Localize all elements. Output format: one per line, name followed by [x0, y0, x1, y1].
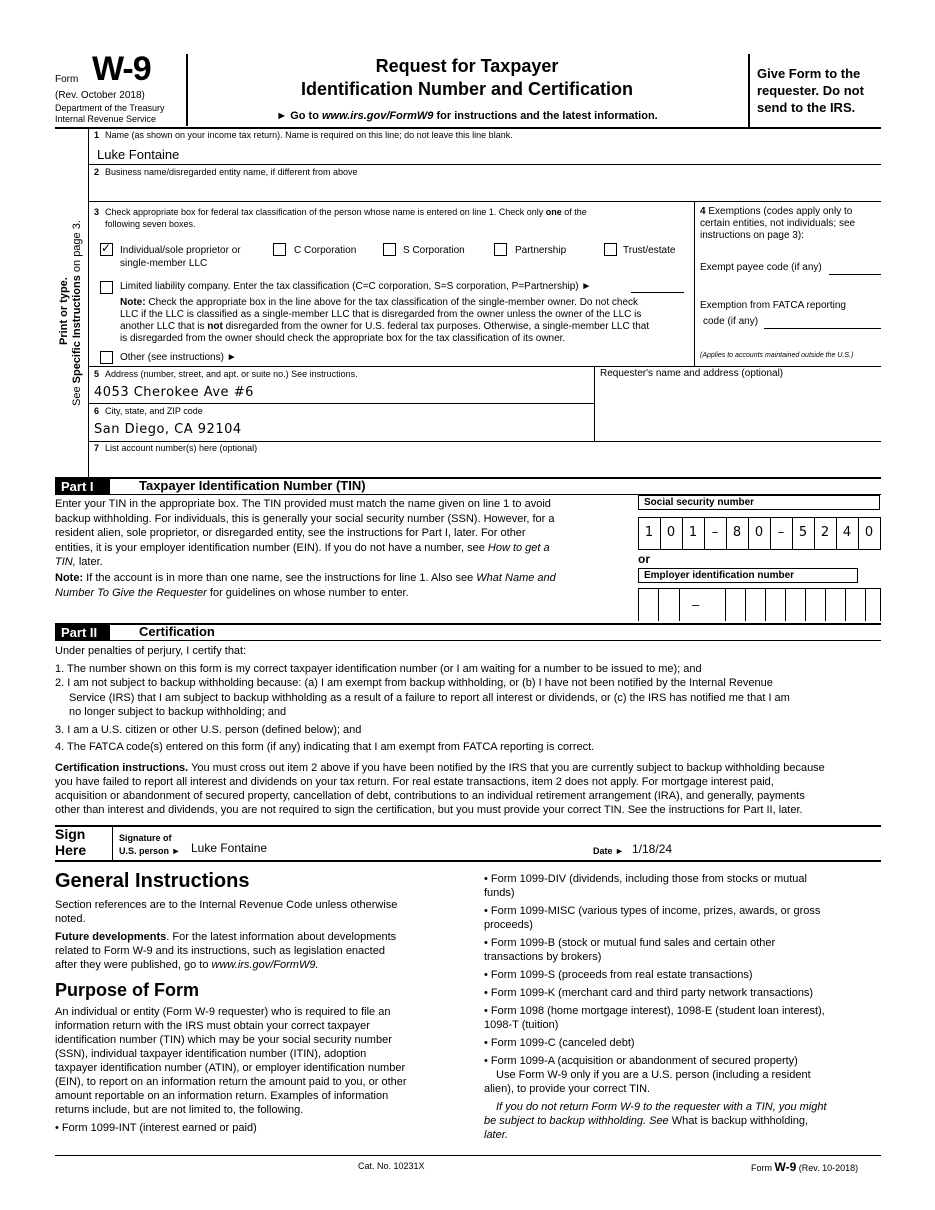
certification-instructions — [55, 761, 881, 817]
line5-label: Address (number, street, and apt. or suite no.) See instructions. — [105, 369, 358, 379]
s-corporation-checkbox[interactable] — [383, 243, 396, 256]
part1-line5b: later. — [75, 556, 103, 568]
goto-suffix: for instructions and the latest information. — [433, 110, 658, 122]
part1-note-1b: What Name and — [476, 572, 556, 584]
note-text-3a: another LLC that is — [120, 321, 208, 332]
general-left-column — [55, 898, 465, 972]
ein-field[interactable] — [638, 588, 881, 621]
future-dev-2: related to Form W-9 and its instructions, such as legislation enacted — [55, 945, 385, 957]
future-dev-3a: after they were published, go to — [55, 959, 212, 971]
line3-text-one: one — [545, 207, 562, 217]
list-item-cont: funds) — [484, 887, 515, 899]
c-corporation-checkbox[interactable] — [273, 243, 286, 256]
cert-instr-label: Certification instructions. — [55, 762, 189, 774]
fatca-label-1: Exemption from FATCA reporting — [700, 300, 846, 311]
part1-note-label: Note: — [55, 572, 84, 584]
cert-item-2-end: no longer subject to backup withholding; and — [69, 706, 287, 718]
if-not-return-2 — [484, 1114, 881, 1128]
purpose-line: (SSN), individual taxpayer identification number (ITIN), adoption — [55, 1048, 367, 1060]
part1-note-line1 — [55, 571, 630, 586]
line3-label — [105, 207, 587, 217]
other-label: Other (see instructions) ► — [120, 352, 237, 363]
sign-label: Sign — [55, 826, 86, 842]
form-word: Form — [55, 74, 79, 85]
on-page-text: on page 3. — [71, 220, 83, 276]
line6-number: 6 — [94, 406, 100, 416]
line4-label — [700, 206, 852, 217]
exempt-payee-label: Exempt payee code (if any) — [700, 262, 822, 273]
form-title-line1: Request for Taxpayer — [375, 56, 559, 76]
part1-tag: Part I — [55, 478, 110, 494]
purpose-line: returns include, but are not limited to, the following. — [55, 1104, 304, 1116]
purpose-line: An individual or entity (Form W-9 requester) who is required to file an — [55, 1006, 391, 1018]
form-name: W-9 — [92, 50, 151, 88]
ssn-digit: 4 — [842, 525, 852, 540]
note-text-3b: disregarded from the owner for U.S. federal tax purposes. Otherwise, a single-member LLC that — [222, 321, 650, 332]
note-text-1: Check the appropriate box in the line above for the tax classification of the single-member owner. Do not check — [145, 297, 639, 308]
part1-note-1a: If the account is in more than one name, see the instructions for line 1. Also see — [83, 572, 477, 584]
part1-note-line2 — [55, 586, 630, 601]
list-item: • Form 1099-DIV (dividends, including those from stocks or mutual — [484, 873, 807, 885]
partnership-label: Partnership — [515, 245, 567, 256]
future-dev-text: . For the latest information about developments — [166, 931, 397, 943]
city-state-zip-field[interactable]: San Diego, CA 92104 — [94, 422, 242, 437]
ssn-dash: – — [777, 525, 785, 540]
catalog-number: Cat. No. 10231X — [358, 1161, 425, 1171]
line3-text-b: of the — [561, 207, 587, 217]
ssn-digit: 2 — [820, 525, 830, 540]
account-numbers-field[interactable] — [97, 458, 877, 474]
ssn-digit: 1 — [688, 525, 698, 540]
ssn-label: Social security number — [644, 497, 755, 508]
cert-item-2: 2. I am not subject to backup withholding because: (a) I am exempt from backup withholding, or (b) I have not been notified by the Internal Revenue — [55, 677, 773, 689]
perjury-intro: Under penalties of perjury, I certify that: — [55, 645, 247, 657]
revision-date: (Rev. October 2018) — [55, 90, 145, 101]
check-mark-icon: ✓ — [101, 241, 112, 255]
cert-item-2-cont: Service (IRS) that I am subject to backup withholding as a result of a failure to report all interest or dividends, or (c) the IRS has notified me that I am — [69, 691, 790, 704]
ssn-digit: 0 — [666, 525, 676, 540]
part1-instructions — [55, 497, 630, 570]
list-item: • Form 1099-S (proceeds from real estate transactions) — [484, 969, 753, 981]
use-form-line2: alien), to provide your correct TIN. — [484, 1083, 651, 1095]
future-dev-3 — [55, 958, 465, 972]
line2-label: Business name/disregarded entity name, if different from above — [105, 167, 358, 177]
part1-line4b: How to get a — [487, 541, 550, 554]
footer-form-ref — [751, 1160, 858, 1174]
line1-label: Name (as shown on your income tax return). Name is required on this line; do not leave this line blank. — [105, 130, 513, 140]
list-item-cont: 1098-T (tuition) — [484, 1019, 559, 1031]
part1-line2: backup withholding. For individuals, this is generally your social security number (SSN). However, for a — [55, 512, 555, 525]
ssn-label-box — [638, 495, 880, 510]
date-label: Date ► — [593, 846, 624, 856]
form-title-line2: Identification Number and Certification — [300, 79, 634, 99]
or-label: or — [638, 552, 650, 566]
purpose-line: amount reportable on an information return. Examples of information — [55, 1090, 389, 1102]
ssn-digit: 5 — [798, 525, 808, 540]
see-text: See — [71, 383, 83, 406]
list-item: • Form 1099-B (stock or mutual fund sales and certain other — [484, 937, 776, 949]
give-form-line2: requester. Do not — [757, 83, 864, 98]
llc-note — [120, 297, 649, 345]
fatca-label-2: code (if any) — [703, 316, 759, 327]
fatca-code-field[interactable] — [764, 328, 881, 329]
cert-instr-line1 — [55, 761, 881, 775]
section-ref-2: noted. — [55, 913, 86, 925]
department: Department of the Treasury — [55, 103, 165, 113]
cert-instr-line4: other than interest and dividends, you are not required to sign the certification, but you must provide your correct TIN. See the instructions for Part II, later. — [55, 804, 803, 816]
specific-instructions-text: Specific Instructions — [71, 275, 83, 384]
exempt-payee-field[interactable] — [829, 274, 881, 275]
future-dev-url[interactable]: www.irs.gov/FormW9. — [211, 959, 319, 971]
note-line-2: LLC if the LLC is classified as a single-member LLC that is disregarded from the owner unless the owner of the LLC is — [120, 309, 642, 320]
general-right-column — [484, 872, 881, 1142]
note-line-4: is disregarded from the owner should check the appropriate box for the tax classification of its owner. — [120, 333, 566, 344]
line7-number: 7 — [94, 443, 100, 453]
section-ref-1: Section references are to the Internal Revenue Code unless otherwise — [55, 899, 398, 911]
part1-note-2b: for guidelines on whose number to enter. — [206, 586, 409, 599]
ein-dash: – — [692, 597, 700, 612]
part1-line1: Enter your TIN in the appropriate box. The TIN provided must match the name given on line 1 to avoid — [55, 498, 551, 510]
agency: Internal Revenue Service — [55, 114, 157, 124]
footer-rev: (Rev. 10-2018) — [796, 1163, 859, 1173]
ssn-dash: – — [711, 525, 719, 540]
line4-number: 4 — [700, 206, 706, 217]
cert-instr-line2: you have failed to report all interest and dividends on your tax return. For real estate transactions, item 2 does not apply. For mortgage interest paid, — [55, 776, 774, 788]
ein-label-box — [638, 568, 858, 583]
signature-label-2: U.S. person ► — [119, 846, 181, 856]
trust-estate-checkbox[interactable] — [604, 243, 617, 256]
give-form-line3: send to the IRS. — [757, 100, 856, 115]
cert-item-3: 3. I am a U.S. citizen or other U.S. person (defined below); and — [55, 723, 362, 736]
line4-text-2: certain entities, not individuals; see — [700, 218, 856, 229]
cert-instr-line3: acquisition or abandonment of secured property, cancellation of debt, contributions to an individual retirement arrangement (IRA), and generally, payments — [55, 790, 805, 802]
cert-item-4: 4. The FATCA code(s) entered on this form (if any) indicating that I am exempt from FATCA reporting is correct. — [55, 741, 595, 753]
use-form-line1: Use Form W-9 only if you are a U.S. person (including a resident — [496, 1069, 811, 1081]
llc-classification-field[interactable] — [631, 292, 684, 293]
list-item-cont: proceeds) — [484, 919, 533, 931]
irs-url-link[interactable]: www.irs.gov/FormW9 — [321, 110, 434, 122]
list-item: • Form 1099-C (canceled debt) — [484, 1037, 635, 1049]
line3-label-cont: following seven boxes. — [105, 219, 196, 229]
line4-text-1: Exemptions (codes apply only to — [708, 206, 853, 217]
footer-w9: W-9 — [774, 1160, 797, 1174]
part2-title: Certification — [139, 624, 215, 639]
goto-instructions — [186, 110, 748, 122]
general-instructions-heading: General Instructions — [55, 870, 250, 892]
name-field[interactable]: Luke Fontaine — [97, 147, 180, 162]
line7-label: List account number(s) here (optional) — [105, 443, 258, 453]
other-checkbox[interactable] — [100, 351, 113, 364]
note-line-3 — [120, 321, 649, 333]
footer-form-word: Form — [751, 1163, 775, 1173]
if-not-return-1: If you do not return Form W-9 to the requester with a TIN, you might — [496, 1101, 827, 1113]
part1-title: Taxpayer Identification Number (TIN) — [139, 478, 366, 493]
applies-note: (Applies to accounts maintained outside the U.S.) — [700, 352, 854, 359]
signature-field[interactable]: Luke Fontaine — [191, 841, 268, 855]
c-corporation-label: C Corporation — [294, 245, 357, 256]
ssn-digit: 8 — [732, 525, 742, 540]
if-not-return-2a: be subject to backup withholding. See — [484, 1115, 672, 1127]
ssn-digit: 1 — [644, 525, 654, 540]
part1-note-2a: Number To Give the Requester — [55, 586, 207, 599]
part2-tag: Part II — [55, 624, 110, 640]
line1-number: 1 — [94, 130, 100, 140]
ssn-digit: 0 — [754, 525, 764, 540]
s-corporation-label: S Corporation — [403, 245, 465, 256]
line2-number: 2 — [94, 167, 100, 177]
future-dev-label: Future developments — [55, 931, 167, 943]
part1-line4a: entities, it is your employer identification number (EIN). If you do not have a number, see — [55, 541, 488, 554]
purpose-line: information return with the IRS must obtain your correct taxpayer — [55, 1020, 370, 1032]
line3-number: 3 — [94, 207, 100, 217]
business-name-field[interactable] — [97, 184, 877, 199]
signature-label-1: Signature of — [119, 833, 172, 843]
give-form-line1: Give Form to the — [757, 66, 861, 81]
address-field[interactable]: 4053 Cherokee Ave #6 — [94, 385, 254, 400]
llc-checkbox[interactable] — [100, 281, 113, 294]
purpose-line: taxpayer identification number (ATIN), or employer identification number — [55, 1062, 406, 1074]
individual-checkbox[interactable] — [100, 243, 113, 256]
cert-item-1: 1. The number shown on this form is my correct taxpayer identification number (or I am waiting for a number to be issued to me); and — [55, 662, 702, 675]
purpose-text — [55, 1005, 465, 1135]
note-label: Note: — [120, 297, 146, 308]
list-item: • Form 1099-MISC (various types of income, prizes, awards, or gross — [484, 905, 821, 917]
if-not-return-2b: What is backup withholding, — [671, 1115, 809, 1127]
ssn-field[interactable] — [638, 517, 881, 549]
if-not-return-3: later. — [484, 1129, 509, 1141]
partnership-checkbox[interactable] — [494, 243, 507, 256]
part1-line5 — [55, 555, 630, 570]
note-text-not: not — [207, 321, 223, 332]
line6-label: City, state, and ZIP code — [105, 406, 203, 416]
ssn-digit: 0 — [864, 525, 874, 540]
print-or-type-label: Print or type. — [58, 277, 70, 345]
list-item-cont: transactions by brokers) — [484, 951, 602, 963]
purpose-heading: Purpose of Form — [55, 980, 200, 1000]
list-item: • Form 1099-A (acquisition or abandonment of secured property) — [484, 1055, 798, 1067]
certification-text — [55, 644, 881, 755]
list-item: • Form 1098 (home mortgage interest), 1098-E (student loan interest), — [484, 1005, 825, 1017]
part1-line5a: TIN, — [55, 556, 76, 568]
here-label: Here — [55, 842, 87, 858]
individual-label-2: single-member LLC — [120, 258, 208, 269]
cert-instr-1: You must cross out item 2 above if you have been notified by the IRS that you are currently subject to backup withholding because — [188, 762, 825, 774]
line5-number: 5 — [94, 369, 100, 379]
requester-label: Requester's name and address (optional) — [600, 368, 784, 379]
note-line-1 — [120, 297, 649, 309]
list-item: • Form 1099-INT (interest earned or paid) — [55, 1122, 257, 1134]
part1-line4 — [55, 541, 630, 556]
part1-line3: resident alien, sole proprietor, or disregarded entity, see the instructions for Part I, later. For other — [55, 527, 526, 539]
purpose-line: (EIN), to report on an information return the amount paid to you, or other — [55, 1076, 407, 1088]
purpose-line: identification number (TIN) which may be your social security number — [55, 1034, 392, 1046]
trust-estate-label: Trust/estate — [623, 245, 676, 256]
ein-label: Employer identification number — [644, 570, 795, 581]
see-instructions-label — [71, 220, 83, 406]
line4-text-3: instructions on page 3): — [700, 230, 804, 241]
list-item: • Form 1099-K (merchant card and third party network transactions) — [484, 987, 814, 999]
date-field[interactable]: 1/18/24 — [632, 842, 673, 856]
future-dev-1 — [55, 930, 465, 944]
goto-prefix: ► Go to — [276, 110, 322, 122]
individual-label: Individual/sole proprietor or — [120, 245, 241, 256]
llc-label: Limited liability company. Enter the tax classification (C=C corporation, S=S corporation, P=Partnership) ► — [120, 281, 592, 292]
part1-note — [55, 571, 630, 600]
line3-text-a: Check appropriate box for federal tax classification of the person whose name is entered on line 1. Check only — [105, 207, 546, 217]
